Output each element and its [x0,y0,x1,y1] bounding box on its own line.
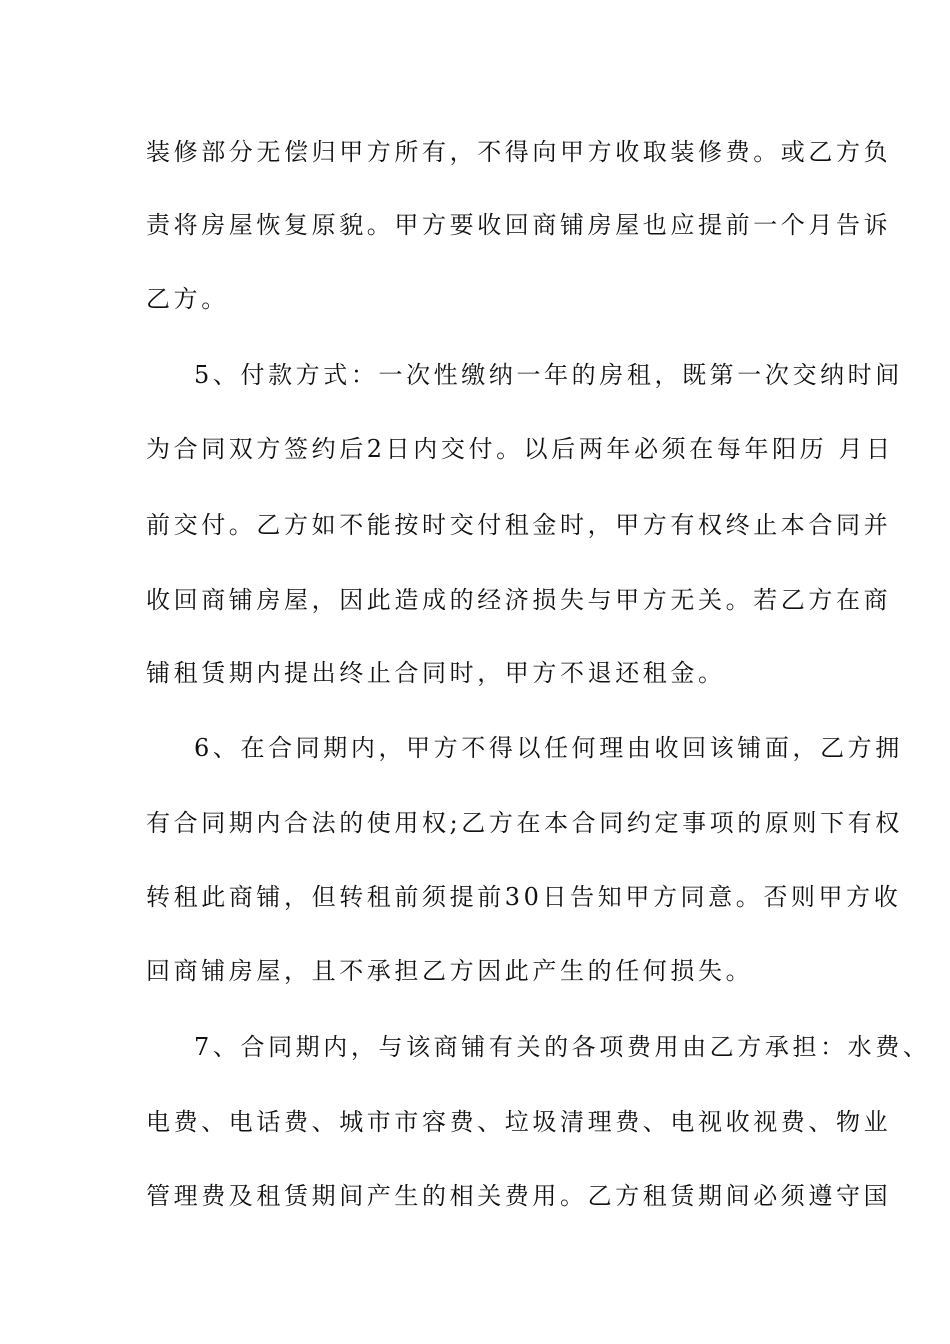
text-line: 铺租赁期内提出终止合同时，甲方不退还租金。 [146,659,726,687]
text-line: 为合同双方签约后2日内交付。以后两年必须在每年阳历 月日 [146,435,894,463]
text-line: 收回商铺房屋，因此造成的经济损失与甲方无关。若乙方在商 [146,586,892,614]
text-line: 乙方。 [146,285,229,313]
text-line: 装修部分无偿归甲方所有，不得向甲方收取装修费。或乙方负 [146,138,892,166]
text-line: 回商铺房屋，且不承担乙方因此产生的任何损失。 [146,957,754,985]
text-line: 有合同期内合法的使用权;乙方在本合同约定事项的原则下有权 [146,809,903,837]
text-line: 责将房屋恢复原貌。甲方要收回商铺房屋也应提前一个月告诉 [146,211,892,239]
paragraph-7-start: 7、合同期内，与该商铺有关的各项费用由乙方承担：水费、 [194,1033,931,1061]
paragraph-6-start: 6、在合同期内，甲方不得以任何理由收回该铺面，乙方拥 [194,734,903,762]
text-line: 前交付。乙方如不能按时交付租金时，甲方有权终止本合同并 [146,511,892,539]
paragraph-5-start: 5、付款方式：一次性缴纳一年的房租，既第一次交纳时间 [194,361,903,389]
text-line: 管理费及租赁期间产生的相关费用。乙方租赁期间必须遵守国 [146,1182,892,1210]
text-line: 转租此商铺，但转租前须提前30日告知甲方同意。否则甲方收 [146,883,902,911]
text-line: 电费、电话费、城市市容费、垃圾清理费、电视收视费、物业 [146,1108,892,1136]
